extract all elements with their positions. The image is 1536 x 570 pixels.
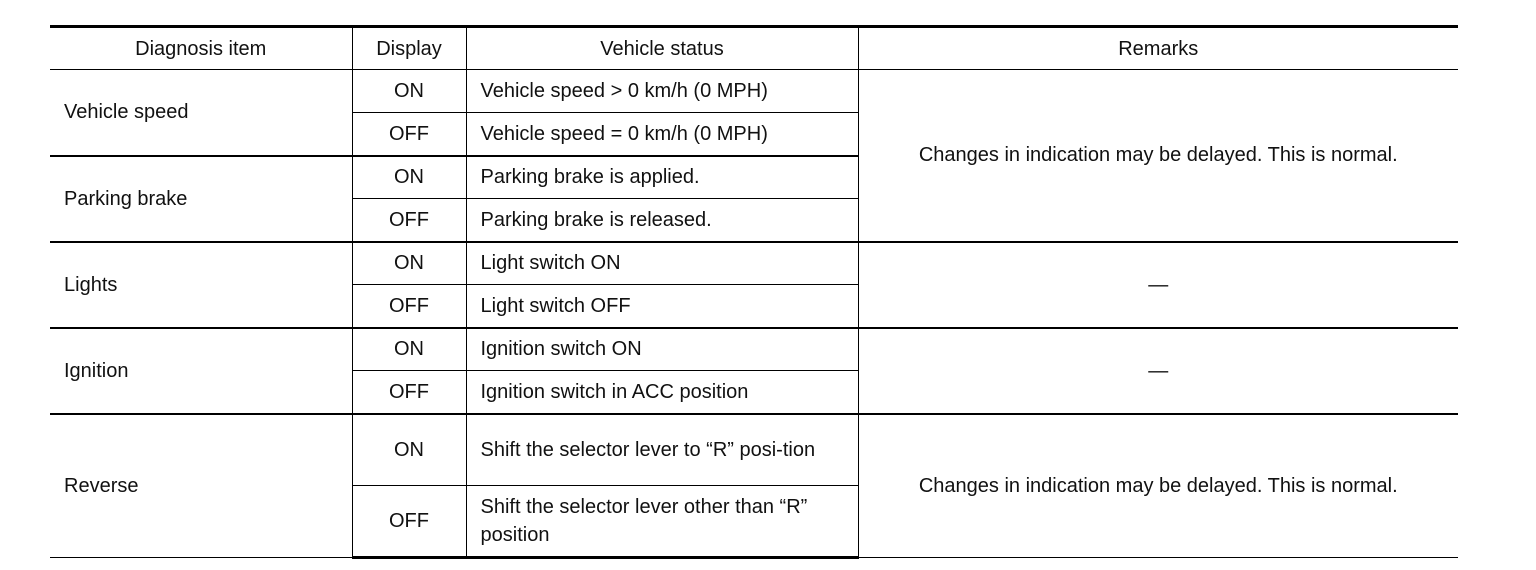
table-row: [50, 242, 1458, 285]
vehicle-status: Vehicle speed = 0 km/h (0 MPH): [466, 113, 858, 156]
remarks-reverse: Changes in indication may be delayed. This is normal.: [858, 414, 1458, 558]
display-value: ON: [352, 414, 466, 486]
header-display: Display: [352, 27, 466, 70]
display-value: OFF: [352, 199, 466, 242]
display-value: ON: [352, 156, 466, 199]
display-value: OFF: [352, 486, 466, 558]
vehicle-status: Light switch ON: [466, 242, 858, 285]
display-value: ON: [352, 328, 466, 371]
display-value: OFF: [352, 371, 466, 414]
item-vehicle-speed: Vehicle speed: [50, 70, 352, 156]
table-row: [50, 414, 1458, 486]
vehicle-status: Parking brake is released.: [466, 199, 858, 242]
header-row: [50, 27, 1458, 70]
header-remarks: Remarks: [858, 27, 1458, 70]
remarks-speed-brake: Changes in indication may be delayed. This is normal.: [858, 70, 1458, 242]
vehicle-status: Ignition switch in ACC position: [466, 371, 858, 414]
vehicle-status: Light switch OFF: [466, 285, 858, 328]
diagnosis-table: [50, 25, 1458, 559]
vehicle-status: Ignition switch ON: [466, 328, 858, 371]
table-row: [50, 70, 1458, 113]
display-value: ON: [352, 242, 466, 285]
display-value: OFF: [352, 113, 466, 156]
header-vehicle-status: Vehicle status: [466, 27, 858, 70]
vehicle-status: Vehicle speed > 0 km/h (0 MPH): [466, 70, 858, 113]
vehicle-status: Shift the selector lever other than “R” position: [466, 486, 858, 558]
item-ignition: Ignition: [50, 328, 352, 414]
remarks-ignition: —: [858, 328, 1458, 414]
display-value: OFF: [352, 285, 466, 328]
remarks-lights: —: [858, 242, 1458, 328]
vehicle-status: Shift the selector lever to “R” posi-tion: [466, 414, 858, 486]
table-row: [50, 328, 1458, 371]
item-parking-brake: Parking brake: [50, 156, 352, 242]
display-value: ON: [352, 70, 466, 113]
header-diagnosis-item: Diagnosis item: [50, 27, 352, 70]
item-lights: Lights: [50, 242, 352, 328]
item-reverse: Reverse: [50, 414, 352, 558]
vehicle-status: Parking brake is applied.: [466, 156, 858, 199]
